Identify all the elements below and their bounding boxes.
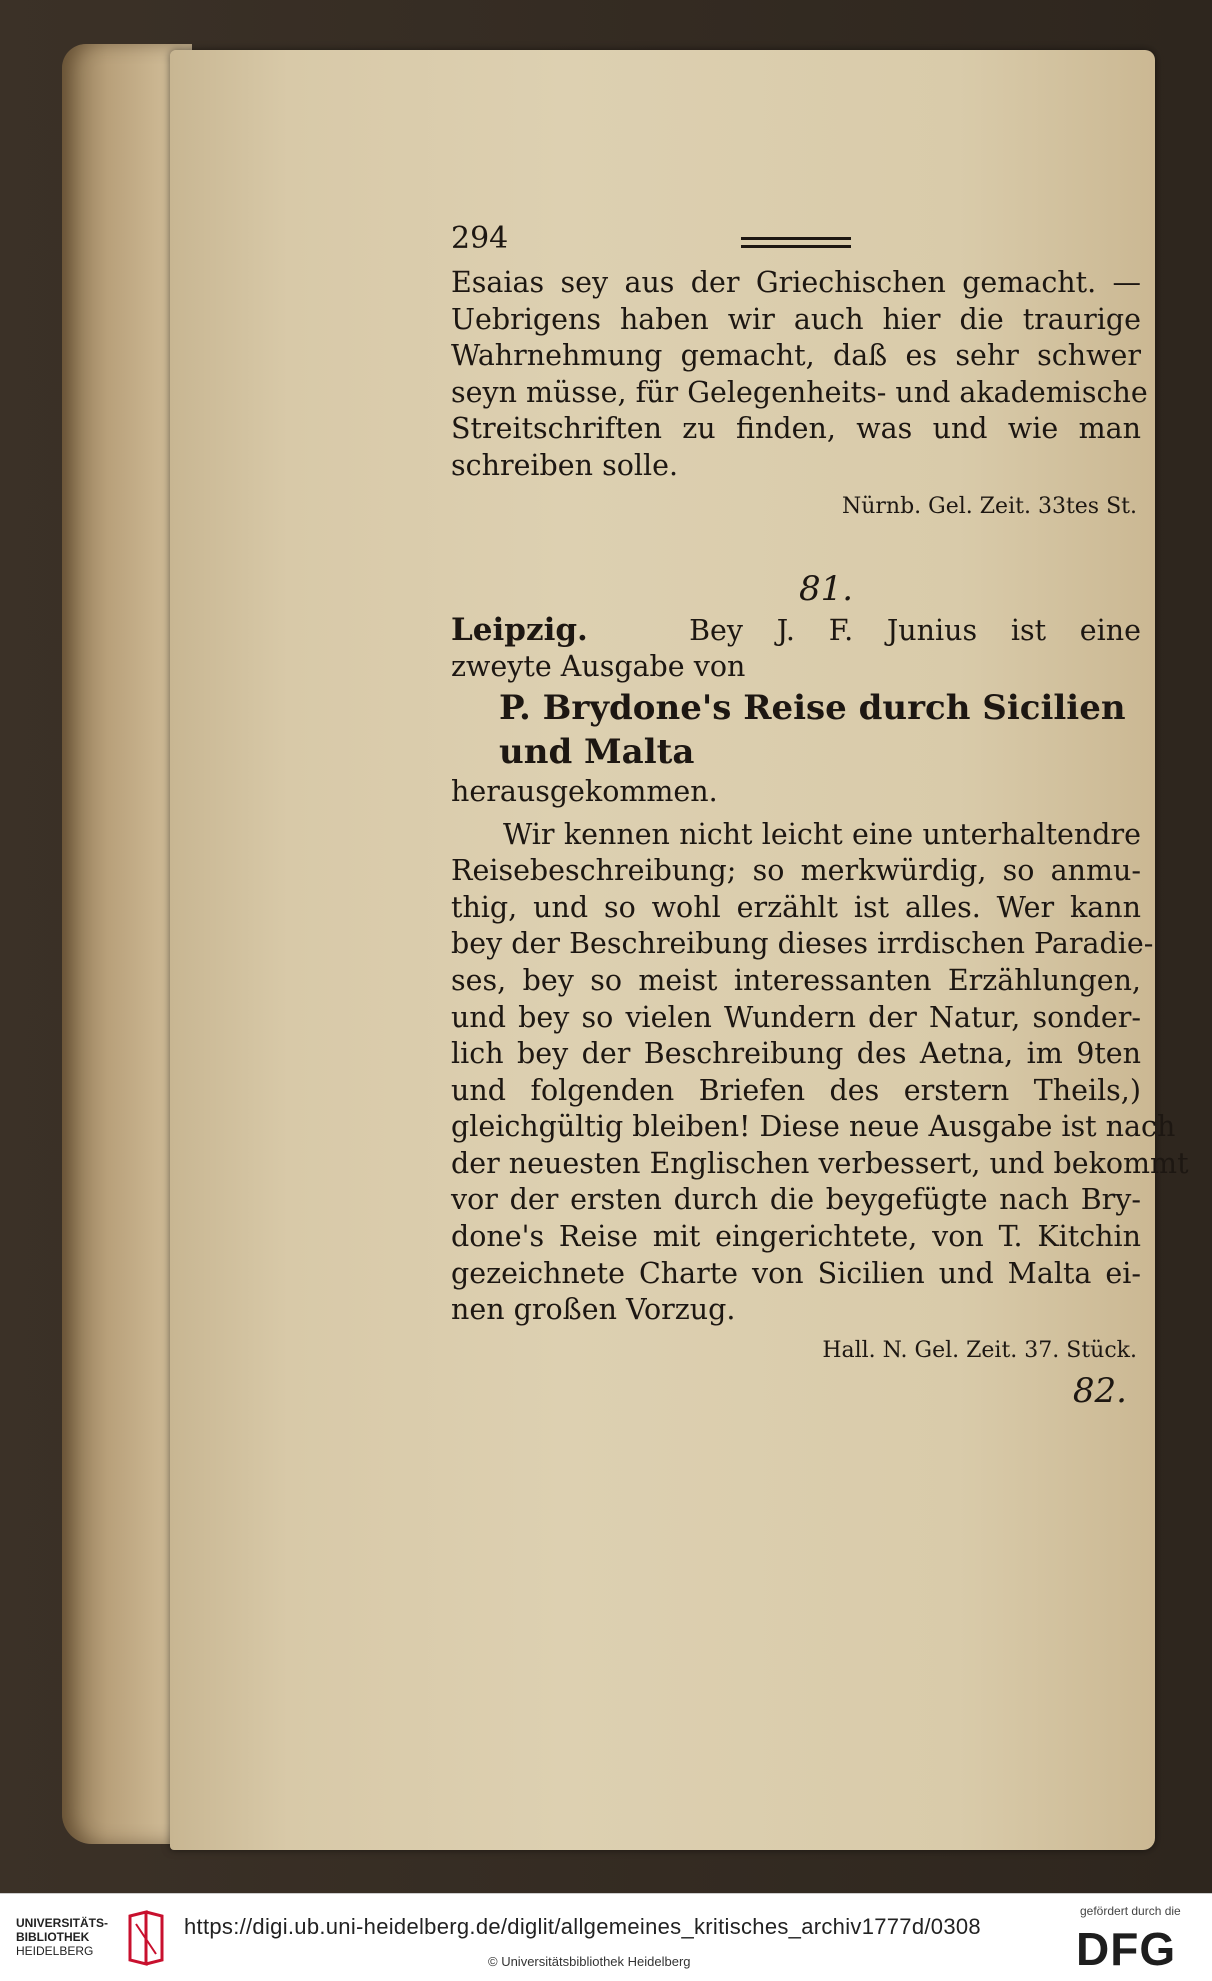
copyright-text: © Universitätsbibliothek Heidelberg bbox=[488, 1954, 691, 1969]
text-line: Wir kennen nicht leicht eine unterhaltendre bbox=[503, 817, 1141, 851]
dfg-logo: DFG bbox=[1076, 1923, 1177, 1975]
place-lead-word: Leipzig. bbox=[451, 611, 588, 648]
text-line: gleichgültig bleiben! Diese neue Ausgabe ist nach bbox=[451, 1110, 1176, 1144]
text-line: und folgenden Briefen des erstern Theils,) bbox=[451, 1073, 1141, 1107]
text-line: gezeichnete Charte von Sicilien und Malta ei- bbox=[451, 1256, 1141, 1290]
text-line: Streitschriften zu finden, was und wie man bbox=[451, 412, 1141, 446]
text-line: und bey so vielen Wundern der Natur, sonder- bbox=[451, 1000, 1141, 1034]
entry-heading bbox=[451, 612, 1141, 811]
page-header bbox=[451, 215, 1141, 265]
funder-label: gefördert durch die bbox=[1080, 1904, 1181, 1918]
previous-entry-text bbox=[451, 265, 1148, 485]
text-line: vor der ersten durch die beygefügte nach Bry- bbox=[451, 1183, 1141, 1217]
text-line: Reisebeschreibung; so merkwürdig, so anmu- bbox=[451, 854, 1141, 888]
library-name-line: BIBLIOTHEK bbox=[16, 1930, 90, 1944]
text-line: seyn müsse, für Gelegenheits- und akademische bbox=[451, 375, 1148, 409]
text-line: nen großen Vorzug. bbox=[451, 1293, 736, 1327]
entry-number: 81. bbox=[798, 569, 854, 610]
text-line: schreiben solle. bbox=[451, 448, 679, 482]
text-line: Uebrigens haben wir auch hier die traurige bbox=[451, 302, 1141, 336]
text-line: Esaias sey aus der Griechischen gemacht. — bbox=[451, 266, 1141, 299]
library-logo-icon bbox=[126, 1910, 166, 1966]
heading-line: herausgekommen. bbox=[451, 774, 718, 808]
book-title-line: und Malta bbox=[499, 731, 695, 772]
text-line: der neuesten Englischen verbessert, und bekommt bbox=[451, 1146, 1189, 1180]
text-line: done's Reise mit eingerichtete, von T. Kitchin bbox=[451, 1220, 1141, 1254]
header-rule bbox=[741, 237, 851, 248]
book-title-line: P. Brydone's Reise durch Sicilien bbox=[499, 687, 1126, 728]
publisher-text: Bey J. F. Junius ist eine bbox=[689, 613, 1141, 647]
library-name-line: HEIDELBERG bbox=[16, 1944, 94, 1958]
library-logo-text bbox=[16, 1916, 108, 1958]
library-name-line: UNIVERSITÄTS- bbox=[16, 1916, 109, 1930]
page-number: 294 bbox=[451, 221, 509, 256]
entry-source: Hall. N. Gel. Zeit. 37. Stück. bbox=[822, 1337, 1137, 1363]
text-block bbox=[451, 215, 1189, 1412]
text-line: ses, bey so meist interessanten Erzählungen, bbox=[451, 963, 1141, 997]
text-line: lich bey der Beschreibung des Aetna, im 9ten bbox=[451, 1037, 1141, 1071]
text-line: Wahrnehmung gemacht, daß es sehr schwer bbox=[451, 339, 1141, 373]
next-entry-number: 82. bbox=[1072, 1371, 1127, 1412]
permalink-url[interactable]: https://digi.ub.uni-heidelberg.de/diglit/allgemeines_kritisches_archiv1777d/0308 bbox=[184, 1914, 981, 1939]
entry-body bbox=[451, 817, 1189, 1329]
heading-line: zweyte Ausgabe von bbox=[451, 650, 746, 684]
text-line: bey der Beschreibung dieses irrdischen Paradie- bbox=[451, 927, 1154, 961]
text-line: thig, und so wohl erzählt ist alles. Wer kann bbox=[451, 890, 1141, 924]
heading-line bbox=[451, 612, 1141, 650]
previous-entry-source: Nürnb. Gel. Zeit. 33tes St. bbox=[841, 493, 1137, 519]
viewer-footer bbox=[0, 1893, 1212, 1981]
